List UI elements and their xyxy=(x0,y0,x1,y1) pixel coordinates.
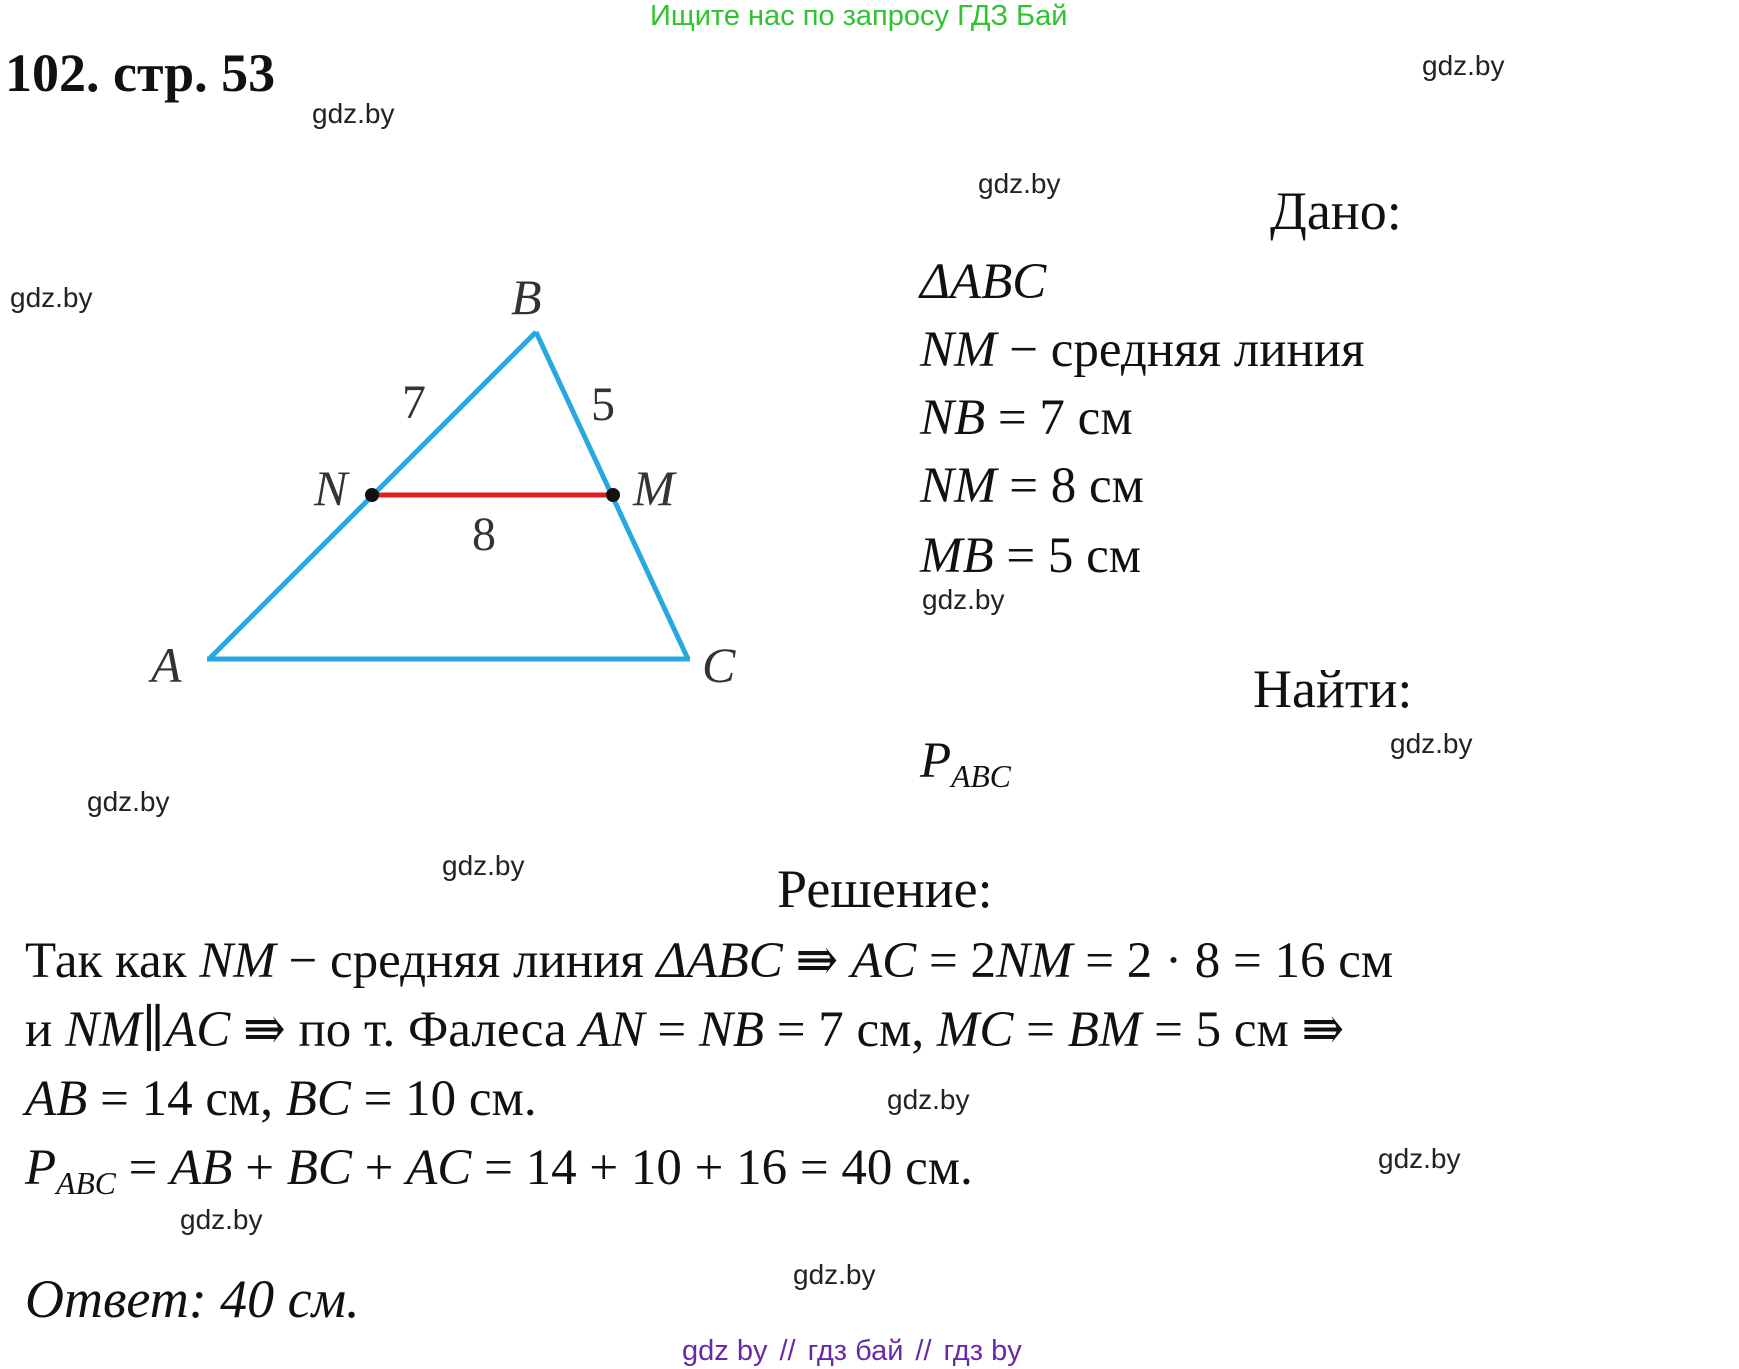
solution-line-4: PABC = AB + BC + AC = 14 + 10 + 16 = 40 см. xyxy=(25,1140,973,1202)
footer-link[interactable]: гдз by xyxy=(943,1335,1022,1367)
point-m-dot xyxy=(606,488,620,502)
watermark: gdz.by xyxy=(1390,728,1473,759)
point-n-dot xyxy=(365,488,379,502)
given-heading: Дано: xyxy=(1270,181,1402,241)
footer-separator: // xyxy=(915,1335,932,1367)
find-perimeter: PABC xyxy=(920,733,1011,795)
vertex-b-label: B xyxy=(511,269,542,325)
watermark: gdz.by xyxy=(87,786,170,817)
footer-link[interactable]: гдз бай xyxy=(807,1335,904,1367)
answer-text: Ответ: 40 см. xyxy=(25,1269,360,1329)
search-banner: Ищите нас по запросу ГДЗ Бай xyxy=(650,0,1068,32)
solution-line-3: AB = 14 см, BC = 10 см. xyxy=(25,1071,537,1127)
vertex-a-label: A xyxy=(151,637,182,693)
triangle-figure xyxy=(0,0,800,720)
watermark: gdz.by xyxy=(1422,50,1505,81)
solution-line-1: Так как NM − средняя линия ΔABC ⇛ AC = 2NM = 2 · 8 = 16 см xyxy=(25,933,1394,989)
watermark: gdz.by xyxy=(442,850,525,881)
find-heading: Найти: xyxy=(1253,659,1413,719)
watermark: gdz.by xyxy=(887,1084,970,1115)
given-triangle: ΔABC xyxy=(920,254,1047,310)
solution-line-2: и NM∥AC ⇛ по т. Фалеса AN = NB = 7 см, MC = BM = 5 см ⇛ xyxy=(25,1002,1345,1058)
given-nm: NM = 8 см xyxy=(920,458,1144,514)
watermark: gdz.by xyxy=(793,1259,876,1290)
footer-separator: // xyxy=(779,1335,796,1367)
watermark: gdz.by xyxy=(312,98,395,129)
point-m-label: M xyxy=(633,460,675,516)
watermark: gdz.by xyxy=(1378,1143,1461,1174)
watermark: gdz.by xyxy=(922,584,1005,615)
problem-title: 102. стр. 53 xyxy=(5,43,276,103)
given-nb: NB = 7 см xyxy=(920,390,1133,446)
watermark: gdz.by xyxy=(978,168,1061,199)
given-midline: NM − средняя линия xyxy=(920,322,1365,378)
length-mb-label: 5 xyxy=(591,378,615,431)
length-nb-label: 7 xyxy=(402,376,426,429)
footer-link[interactable]: gdz by xyxy=(682,1335,768,1367)
given-mb: MB = 5 см xyxy=(920,528,1142,584)
length-nm-label: 8 xyxy=(472,508,496,561)
watermark: gdz.by xyxy=(180,1204,263,1235)
point-n-label: N xyxy=(314,460,348,516)
watermark: gdz.by xyxy=(10,282,93,313)
site-footer xyxy=(676,1335,1028,1368)
vertex-c-label: C xyxy=(702,637,736,693)
solution-heading: Решение: xyxy=(777,859,993,919)
